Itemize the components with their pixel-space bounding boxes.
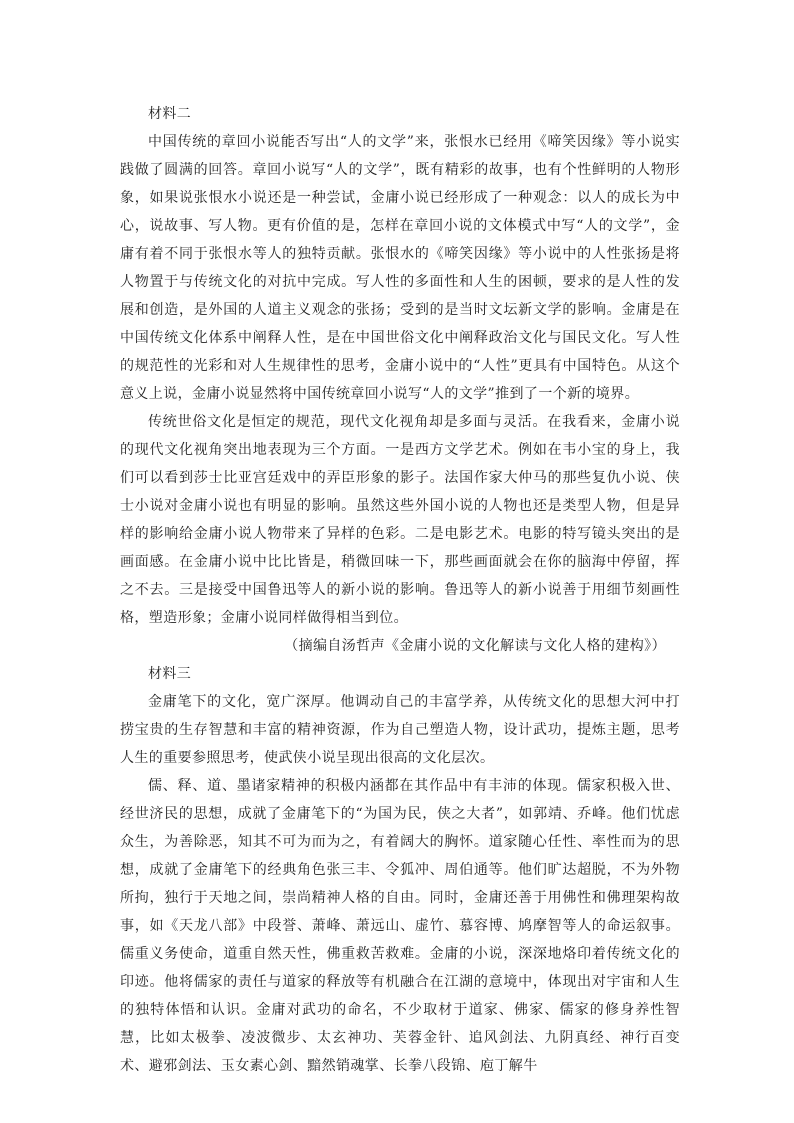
article-body — [120, 100, 680, 1080]
material3-heading: 材料三 — [148, 666, 192, 682]
material3-paragraph-1: 金庸笔下的文化，宽广深厚。他调动自己的丰富学养，从传统文化的思想大河中打捞宝贵的生存智慧和丰富的精神资源，作为自己塑造人物，设计武功，提炼主题，思考人生的重要参照思考，使武侠小说呈现出很高的文化层次。 — [120, 694, 680, 766]
material2-source-citation: （摘编自汤哲声《金庸小说的文化解读与文化人格的建构》） — [284, 638, 666, 654]
material2-heading: 材料二 — [148, 106, 192, 122]
material3-paragraph-2: 儒、释、道、墨诸家精神的积极内涵都在其作品中有丰沛的体现。儒家积极入世、经世济民的思想，成就了金庸笔下的“为国为民，侠之大者”，如郭靖、乔峰。他们忧虑众生，为善除恶，知其不可为而为之，有着阔大的胸怀。道家随心任性、率性而为的思想，成就了金庸笔下的经典角色张三丰、令狐冲、周伯通等。他们旷达超脱，不为外物所拘，独行于天地之间，崇尚精神人格的自由。同时，金庸还善于用佛性和佛理架构故事，如《天龙八部》中段誉、萧峰、萧远山、虚竹、慕容博、鸠摩智等人的命运叙事。儒重义务使命，道重自然天性，佛重救苦救难。金庸的小说，深深地烙印着传统文化的印迹。他将儒家的责任与道家的释放等有机融合在江湖的意境中，体现出对宇宙和人生的独特体悟和认识。金庸对武功的命名，不少取材于道家、佛家、儒家的修身养性智慧，比如太极拳、凌波微步、太玄神功、芙蓉金针、追风剑法、九阴真经、神行百变术、避邪剑法、玉女素心剑、黯然销魂掌、长拳八段锦、庖丁解牛 — [120, 778, 680, 1074]
material2-paragraph-1: 中国传统的章回小说能否写出“人的文学”来，张恨水已经用《啼笑因缘》等小说实践做了圆满的回答。章回小说写“人的文学”，既有精彩的故事，也有个性鲜明的人物形象，如果说张恨水小说还是一种尝试，金庸小说已经形成了一种观念：以人的成长为中心，说故事、写人物。更有价值的是，怎样在章回小说的文体模式中写“人的文学”，金庸有着不同于张恨水等人的独特贡献。张恨水的《啼笑因缘》等小说中的人性张扬是将人物置于与传统文化的对抗中完成。写人性的多面性和人生的困顿，要求的是人性的发展和创造，是外国的人道主义观念的张扬；受到的是当时文坛新文学的影响。金庸是在中国传统文化体系中阐释人性，是在中国世俗文化中阐释政治文化与国民文化。写人性的规范性的光彩和对人生规律性的思考，金庸小说中的“人性”更具有中国特色。从这个意义上说，金庸小说显然将中国传统章回小说写“人的文学”推到了一个新的境界。 — [120, 134, 680, 402]
material2-paragraph-2: 传统世俗文化是恒定的规范，现代文化视角却是多面与灵活。在我看来，金庸小说的现代文化视角突出地表现为三个方面。一是西方文学艺术。例如在韦小宝的身上，我们可以看到莎士比亚宫廷戏中的弄臣形象的影子。法国作家大仲马的那些复仇小说、侠士小说对金庸小说也有明显的影响。虽然这些外国小说的人物也还是类型人物，但是异样的影响给金庸小说人物带来了异样的色彩。二是电影艺术。电影的特写镜头突出的是画面感。在金庸小说中比比皆是，稍微回味一下，那些画面就会在你的脑海中停留，挥之不去。三是接受中国鲁迅等人的新小说的影响。鲁迅等人的新小说善于用细节刻画性格，塑造形象；金庸小说同样做得相当到位。 — [120, 414, 680, 626]
